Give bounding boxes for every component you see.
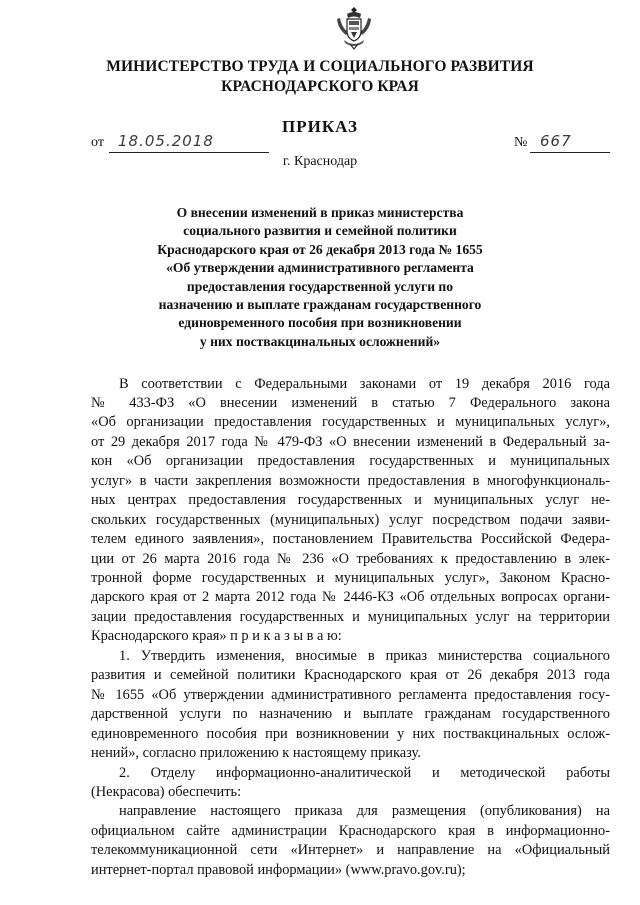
city-name: г. Краснодар — [282, 154, 358, 169]
body-text-line: ции от 26 марта 2016 года № 236 «О требованиях к предоставлению в элек- — [91, 550, 610, 567]
title-line: Краснодарского края от 26 декабря 2013 года № 1655 — [157, 241, 483, 257]
body-text-line: телекоммуникационной сети «Интернет» и направление на «Официальный — [91, 842, 610, 859]
document-type-heading: ПРИКАЗ — [282, 117, 358, 136]
body-text-line: В соответствии с Федеральными законами от 19 декабря 2016 года — [119, 375, 610, 392]
body-text-line: интернет-портал правовой информации» (www.pravo.gov.ru); — [91, 861, 466, 878]
ministry-name-line-1: МИНИСТЕРСТВО ТРУДА И СОЦИАЛЬНОГО РАЗВИТИЯ — [106, 58, 534, 75]
coat-of-arms-emblem — [336, 6, 372, 50]
title-line: единовременного пособия при возникновении — [178, 315, 462, 331]
body-text-line: 1. Утвердить изменения, вносимые в приказ министерства социального — [119, 647, 610, 664]
body-text-line: от 29 декабря 2017 года № 479-ФЗ «О внесении изменений в Федеральный за- — [91, 433, 610, 450]
body-text-line: ных центрах предоставления государственных и муниципальных услуг не- — [91, 492, 610, 509]
body-text-line: единовременного пособия при возникновении у них поствакцинальных ослож- — [91, 725, 610, 742]
document-number: 667 — [540, 132, 572, 150]
body-text-line: дарственной услуги по назначению и выплате гражданам государственного — [91, 706, 610, 723]
title-line: предоставления государственной услуги по — [186, 278, 454, 294]
body-text-line: № 433-ФЗ «О внесении изменений в статью 7 Федерального закона — [91, 394, 610, 411]
body-text-line: (Некрасова) обеспечить: — [91, 783, 242, 800]
title-line: у них поствакцинальных осложнений» — [199, 333, 441, 349]
number-underline — [530, 152, 610, 153]
body-text-line: Краснодарского края» п р и к а з ы в а ю: — [91, 628, 342, 645]
title-line: социального развития и семейной политики — [183, 223, 457, 239]
document-date: 18.05.2018 — [118, 132, 214, 150]
body-text-line: дарского края от 2 марта 2012 года № 2446-КЗ «Об отдельных вопросах органи- — [91, 589, 610, 606]
title-line: «Об утверждении административного регламента — [166, 260, 474, 276]
body-text-line: кон «Об организации предоставления государственных и муниципальных — [91, 453, 610, 470]
body-text-line: 2. Отделу информационно-аналитической и методической работы — [119, 764, 610, 781]
body-text-line: нений», согласно приложению к настоящему приказу. — [91, 745, 421, 762]
body-text-line: № 1655 «Об утверждении административного регламента предоставления госу- — [91, 686, 610, 703]
body-text-line: развития и семейной политики Краснодарского края от 26 декабря 2013 года — [91, 667, 610, 684]
body-text-line: услуг» в части закрепления возможности предоставления в многофункциональ- — [91, 472, 610, 489]
number-prefix: № — [514, 135, 528, 150]
date-underline — [109, 152, 269, 153]
title-line: О внесении изменений в приказ министерства — [176, 205, 464, 220]
title-line: назначению и выплате гражданам государственного — [158, 297, 482, 312]
body-text-line: тронной форме государственных и муниципальных услуг», Законом Красно- — [91, 570, 610, 586]
body-text-line: направление настоящего приказа для размещения (опубликования) на — [119, 803, 610, 820]
body-text-line: телем единого заявления», постановлением Правительства Российской Федера- — [91, 531, 610, 548]
body-text-line: официальном сайте администрации Краснодарского края в информационно- — [91, 822, 610, 839]
body-text-line: зации предоставления государственных и муниципальных услуг на территории — [91, 608, 610, 625]
ministry-name-line-2: КРАСНОДАРСКОГО КРАЯ — [221, 78, 419, 95]
body-text-line: «Об организации предоставления государственных и муниципальных услуг», — [91, 414, 610, 431]
body-text-line: скольких государственных (муниципальных) услуг посредством подачи заяви- — [91, 511, 610, 528]
date-prefix: от — [91, 135, 104, 150]
